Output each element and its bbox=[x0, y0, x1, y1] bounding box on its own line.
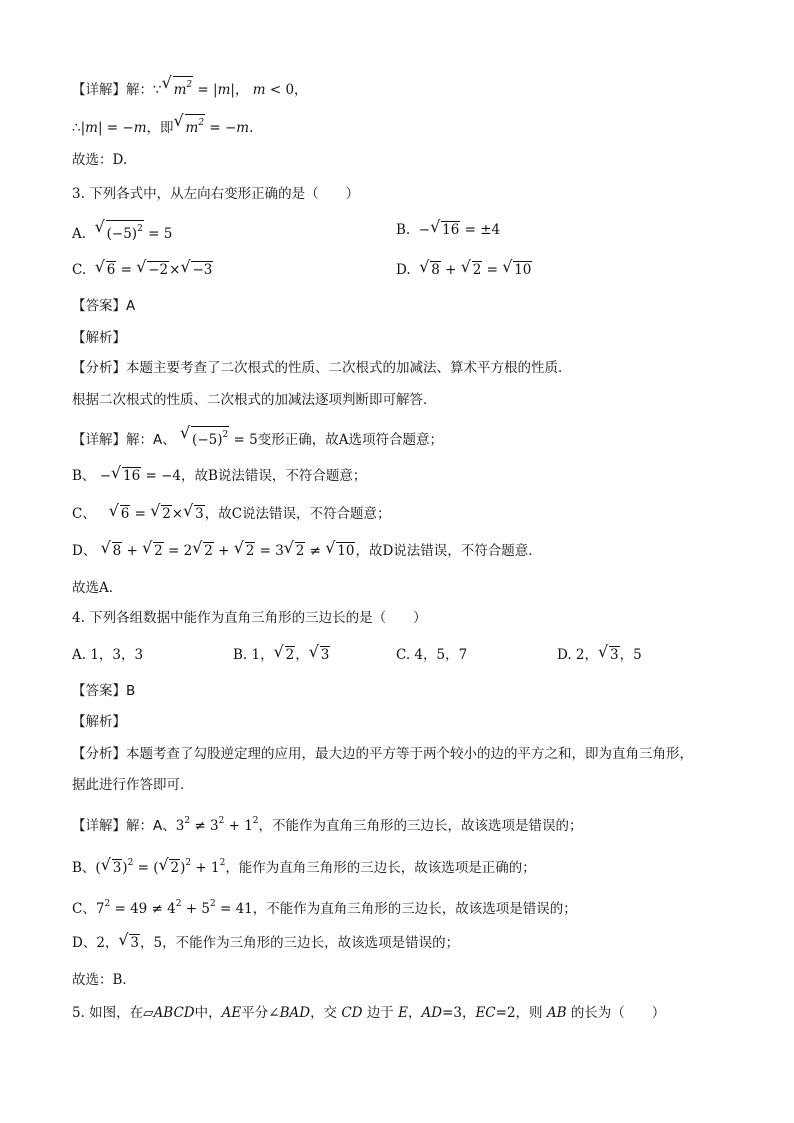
q4-analysis-2: 据此进行作答即可． bbox=[72, 777, 194, 793]
q4-option-a: A. 1，3，3 bbox=[72, 647, 144, 663]
q4-detail-a: 【详解】解：A、$3^2 \ne 3^2 + 1^2$，不能作为直角三角形的三边长，故该选项是错误的； bbox=[72, 816, 583, 834]
q3-answer: 【答案】A bbox=[72, 298, 136, 314]
q3-detail-b: B、 −√ 16 = −4，故B说法错误，不符合题意； bbox=[72, 466, 366, 486]
q4-detail-d: D、2，√ 3，5，不能作为三角形的三边长，故该选项是错误的； bbox=[72, 933, 459, 953]
question-4: 4. 下列各组数据中能作为直角三角形的三边长的是（ ） bbox=[72, 610, 427, 626]
q4-answer: 【答案】B bbox=[72, 683, 136, 699]
question-3: 3. 下列各式中，从左向右变形正确的是（ ） bbox=[72, 186, 360, 202]
q4-analysis: 【分析】本题考查了勾股逆定理的应用，最大边的平方等于两个较小的边的平方之和，即为直角三角形， bbox=[72, 746, 693, 762]
q3-option-c: C. √ 6 = √ −2×√ −3 bbox=[72, 260, 213, 280]
q3-option-d: D. √ 8 + √ 2 = √ 10 bbox=[396, 260, 532, 280]
q3-analysis-2: 根据二次根式的性质、二次根式的加减法逐项判断即可解答． bbox=[72, 392, 437, 408]
q3-select: 故选A． bbox=[72, 580, 123, 596]
q4-option-d: D. 2，√ 3，5 bbox=[557, 645, 642, 665]
q4-select: 故选：B． bbox=[72, 972, 136, 988]
q3-analysis-label: 【解析】 bbox=[72, 330, 126, 346]
detail-line-1: 【详解】解：∵√ $m^2 = |m|$， m < 0， bbox=[72, 76, 308, 100]
q3-analysis: 【分析】本题主要考查了二次根式的性质、二次根式的加减法、算术平方根的性质． bbox=[72, 360, 572, 376]
q4-option-c: C. 4，5，7 bbox=[396, 647, 468, 663]
question-5: 5. 如图，在▱ABCD中，AE平分∠BAD，交 CD 边于 E，AD=3，EC=2，则 AB 的长为（ ） bbox=[72, 1005, 666, 1021]
q4-detail-c: C、$7^2 = 49 \ne 4^2 + 5^2 = 41$，不能作为直角三角形的三边长，故该选项是错误的； bbox=[72, 899, 577, 917]
detail-line-2: ∴|m| = −m，即√ $m^2 = -m$. bbox=[72, 114, 253, 138]
q4-analysis-label: 【解析】 bbox=[72, 714, 126, 730]
answer-select-q2: 故选：D. bbox=[72, 152, 128, 168]
q3-detail-d: D、 √ 8 + √ 2 = 2√ 2 + √ 2 = 3√ 2 ≠ √ 10，故D说法错误，不符合题意． bbox=[72, 541, 542, 561]
q3-option-b: B. −√ 16 = ±4 bbox=[396, 220, 500, 240]
q4-detail-b: B、(√ 3)$^2$ = (√ $2)^2 + 1^2$，能作为直角三角形的三边长，故该选项是正确的； bbox=[72, 853, 536, 878]
q3-detail-a: 【详解】解：A、 √ $(-5)^2 = 5$变形正确，故A选项符合题意； bbox=[72, 426, 443, 450]
q4-option-b: B. 1，√ 2，√ 3 bbox=[233, 645, 330, 665]
q3-detail-c: C、 √ 6 = √ 2×√ 3，故C说法错误，不符合题意； bbox=[72, 504, 391, 524]
q3-option-a: A. √ $(-5)^2 = 5$ bbox=[72, 220, 172, 244]
